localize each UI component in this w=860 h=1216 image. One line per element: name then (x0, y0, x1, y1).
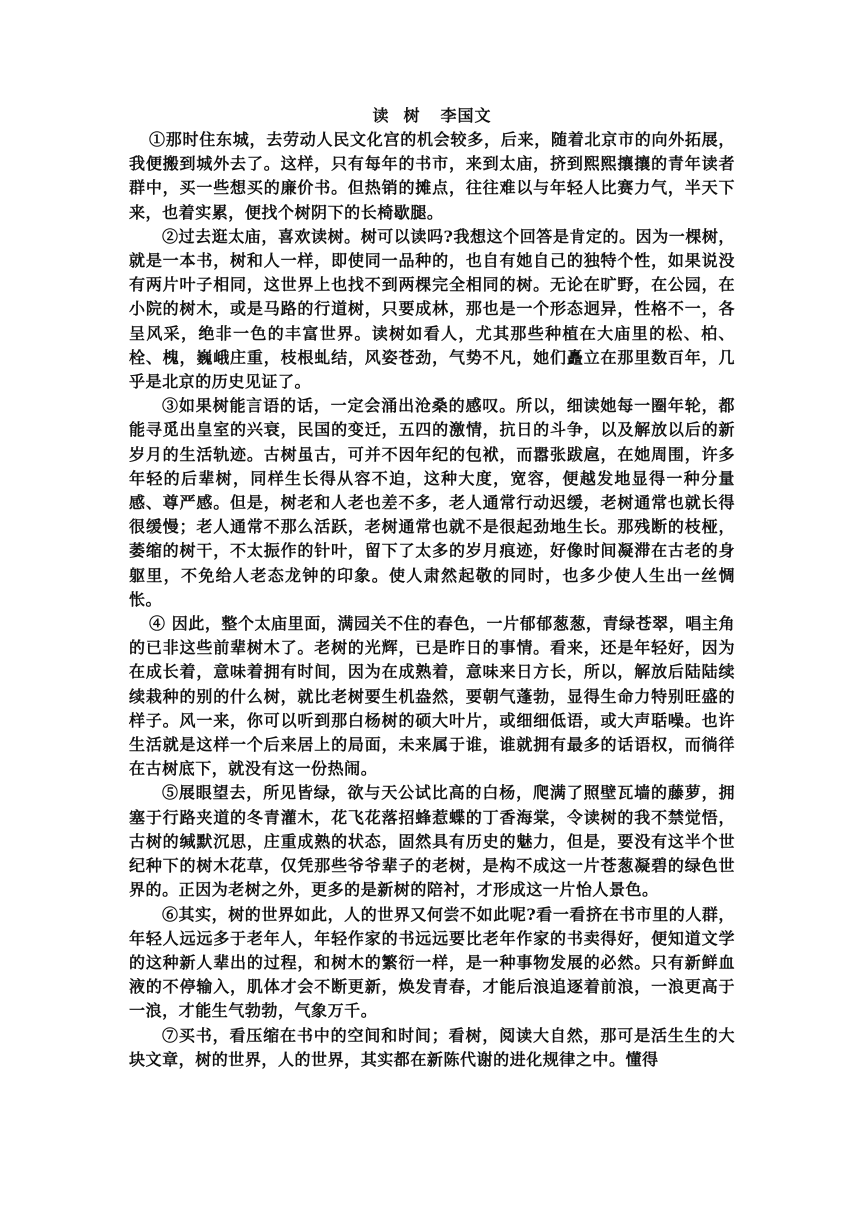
paragraph-5: ⑤展眼望去，所见皆绿，欲与天公试比高的白杨，爬满了照壁瓦墙的藤萝，拥塞于行路夹道的冬青灌木，花飞花落招蜂惹蝶的丁香海棠，令读树的我不禁觉悟，古树的缄默沉思，庄重成熟的状态，固然具有历史的魅力，但是，要没有这半个世纪种下的树木花草，仅凭那些爷爷辈子的老树，是构不成这一片苍葱凝碧的绿色世界的。正因为老树之外，更多的是新树的陪衬，才形成这一片怡人景色。 (129, 783, 735, 900)
article-title (129, 104, 735, 128)
article-page (129, 104, 735, 1072)
paragraph-1: ①那时住东城，去劳动人民文化宫的机会较多，后来，随着北京市的向外拓展，我便搬到城外去了。这样，只有每年的书市，来到太庙，挤到熙熙攘攘的青年读者群中，买一些想买的廉价书。但热销的摊点，往往难以与年轻人比赛力气，半天下来，也着实累，便找个树阴下的长椅歇腿。 (129, 130, 735, 222)
paragraph-2: ②过去逛太庙，喜欢读树。树可以读吗?我想这个回答是肯定的。因为一棵树，就是一本书，树和人一样，即使同一品种的，也自有她自己的独特个性，如果说没有两片叶子相同，这世界上也找不到两棵完全相同的树。无论在旷野，在公园，在小院的树木，或是马路的行道树，只要成林，那也是一个形态迥异，性格不一，各呈风采，绝非一色的丰富世界。读树如看人，尤其那些种植在大庙里的松、柏、栓、槐，巍峨庄重，枝根虬结，风姿苍劲，气势不凡，她们矗立在那里数百年，几乎是北京的历史见证了。 (129, 226, 735, 392)
paragraph-4: ④ 因此，整个太庙里面，满园关不住的春色，一片郁郁葱葱，青绿苍翠，唱主角的已非这些前辈树木了。老树的光辉，已是昨日的事情。看来，还是年轻好，因为在成长着，意味着拥有时间，因为在成熟着，意味来日方长，所以，解放后陆陆续续栽种的别的什么树，就比老树要生机盎然，要朝气蓬勃，显得生命力特别旺盛的样子。风一来，你可以听到那白杨树的硕大叶片，或细细低语，或大声聒噪。也许生活就是这样一个后来居上的局面，未来属于谁，谁就拥有最多的话语权，而徜徉在古树底下，就没有这一份热闹。 (129, 614, 735, 779)
paragraph-7: ⑦买书，看压缩在书中的空间和时间；看树，阅读大自然，那可是活生生的大块文章，树的世界，人的世界，其实都在新陈代谢的进化规律之中。懂得 (129, 1025, 735, 1069)
paragraph-6: ⑥其实，树的世界如此，人的世界又何尝不如此呢?看一看挤在书市里的人群，年轻人远远多于老年人，年轻作家的书远远要比老年作家的书卖得好，便知道文学的这种新人辈出的过程，和树木的繁衍一样，是一种事物发展的必然。只有新鲜血液的不停输入，肌体才会不断更新，焕发青春，才能后浪追逐着前浪，一浪更高于一浪，才能生气勃勃，气象万千。 (129, 904, 735, 1021)
article-author: 李国文 (440, 106, 492, 125)
title-word-1: 读 (372, 106, 390, 125)
paragraph-3: ③如果树能言语的话，一定会涌出沧桑的感叹。所以，细读她每一圈年轮，都能寻觅出皇室的兴衰，民国的变迁，五四的激情，抗日的斗争，以及解放以后的新岁月的生活轨迹。古树虽古，可并不因年纪的包袱，而嚣张跋扈，在她周围，许多年轻的后辈树，同样生长得从容不迫，这种大度，宽容，便越发地显得一种分量感、尊严感。但是，树老和人老也差不多，老人通常行动迟缓，老树通常也就长得很缓慢；老人通常不那么活跃，老树通常也就不是很起劲地生长。那残断的枝桠，萎缩的树干，不太振作的针叶，留下了太多的岁月痕迹，好像时间凝滞在古老的身躯里，不免给人老态龙钟的印象。使人肃然起敬的同时，也多少使人生出一丝惆怅。 (129, 396, 735, 609)
title-word-2: 树 (403, 106, 421, 125)
